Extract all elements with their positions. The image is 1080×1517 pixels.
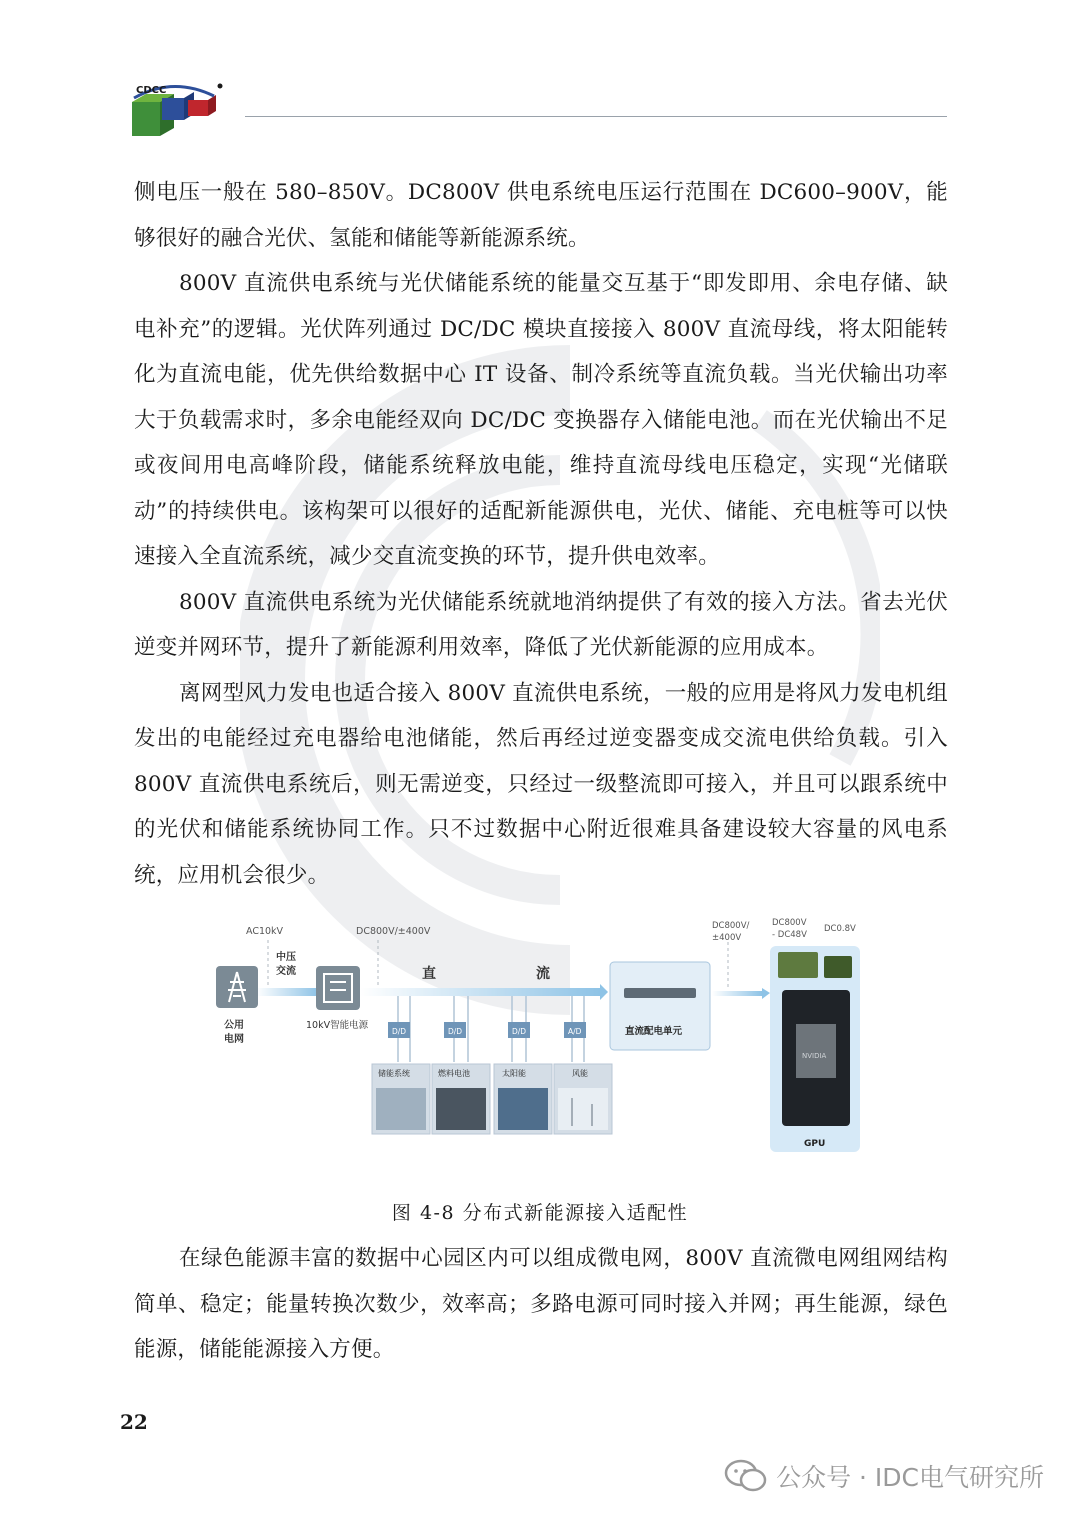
label-smart-power: 10kV智能电源 (306, 1020, 369, 1031)
smart-power-icon (316, 966, 360, 1010)
source-label-3: 太阳能 (502, 1069, 526, 1078)
source-label-2: 燃料电池 (438, 1069, 470, 1078)
converter-label-2: D/D (448, 1027, 463, 1036)
converter-label-3: D/D (512, 1027, 527, 1036)
dc-bus (360, 988, 600, 996)
source-label-4: 风能 (572, 1069, 588, 1078)
paragraph-4: 离网型风力发电也适合接入 800V 直流供电系统，一般的应用是将风力发电机组发出的电能经过充电器给电池储能，然后再经过逆变器变成交流电供给负载。引入 800V 直流供电系统后，则无需逆变，只经过一级整流即可接入，并且可以跟系统中的光伏和储能系统协同工作。只不过数据中心附近很难具备建设较大容量的风电系统，应用机会很少。 (134, 680, 948, 888)
label-gpu: GPU (804, 1139, 826, 1149)
label-mv-1: 中压 (276, 952, 296, 963)
label-grid-2: 电网 (224, 1034, 244, 1045)
converter-column-4 (554, 996, 612, 1134)
figure-caption: 图 4-8 分布式新能源接入适配性 (391, 1202, 689, 1224)
paragraph-5: 在绿色能源丰富的数据中心园区内可以组成微电网，800V 直流微电网组网结构简单、稳定；能量转换次数少，效率高；多路电源可同时接入并网；再生能源，绿色能源，储能能源接入方便。 (134, 1246, 948, 1362)
paragraph-3: 800V 直流供电系统为光伏储能系统就地消纳提供了有效的接入方法。省去光伏逆变并网环节，提升了新能源利用效率，降低了光伏新能源的应用成本。 (134, 589, 948, 660)
chip-brand: NVIDIA (802, 1052, 827, 1060)
footer-watermark (724, 1456, 1044, 1496)
ac-bus (256, 988, 318, 996)
footer-watermark-text: 公众号 · IDC电气研究所 (776, 1463, 1044, 1492)
label-dc-out-2: ±400V (712, 933, 742, 943)
header-rule (245, 116, 947, 117)
body-text-top (134, 170, 948, 898)
logo-text: CDCC (136, 85, 167, 96)
dc-distribution-unit (610, 962, 710, 1050)
body-text-bottom (134, 1236, 948, 1373)
label-dc-out-1: DC800V/ (712, 921, 750, 931)
paragraph-2: 800V 直流供电系统与光伏储能系统的能量交互基于“即发即用、余电存储、缺电补充”的逻辑。光伏阵列通过 DC/DC 模块直接接入 800V 直流母线，将太阳能转化为直流电能，优先供给数据中心 IT 设备、制冷系统等直流负载。当光伏输出功率大于负载需求时，多余电能经双向 DC/DC 变换器存入储能电池。而在光伏输出不足或夜间用电高峰阶段，储能系统释放电能，维持直流母线电压稳定，实现“光储联动”的持续供电。该构架可以很好的适配新能源供电，光伏、储能、充电桩等可以快速接入全直流系统，减少交直流变换的环节，提升供电效率。 (134, 271, 948, 569)
converter-label-1: D/D (392, 1027, 407, 1036)
label-bus-zhi: 直 (422, 966, 436, 982)
label-dc-unit: 直流配电单元 (625, 1026, 683, 1037)
cdcc-logo (128, 76, 228, 140)
wechat-icon (724, 1459, 768, 1493)
label-dc48-1: DC800V (772, 918, 807, 928)
label-bus-liu: 流 (536, 966, 550, 982)
label-ac10kv: AC10kV (246, 926, 284, 937)
converter-column-1 (372, 996, 430, 1134)
label-grid-1: 公用 (224, 1020, 244, 1031)
label-mv-2: 交流 (276, 966, 296, 977)
converter-label-4: A/D (568, 1027, 582, 1036)
converter-column-3 (494, 996, 552, 1134)
converter-column-2 (432, 996, 490, 1134)
figure-4-8-diagram (212, 912, 872, 1160)
paragraph-1: 侧电压一般在 580–850V。DC800V 供电系统电压运行范围在 DC600–900V，能够很好的融合光伏、氢能和储能等新能源系统。 (134, 180, 948, 251)
label-dc08: DC0.8V (824, 924, 856, 934)
page-number: 22 (120, 1410, 148, 1434)
label-dc-voltage: DC800V/±400V (356, 926, 431, 937)
label-dc48-2: - DC48V (772, 930, 807, 940)
public-grid-icon (216, 966, 258, 1008)
source-label-1: 储能系统 (378, 1069, 410, 1078)
gpu-board (770, 946, 860, 1152)
